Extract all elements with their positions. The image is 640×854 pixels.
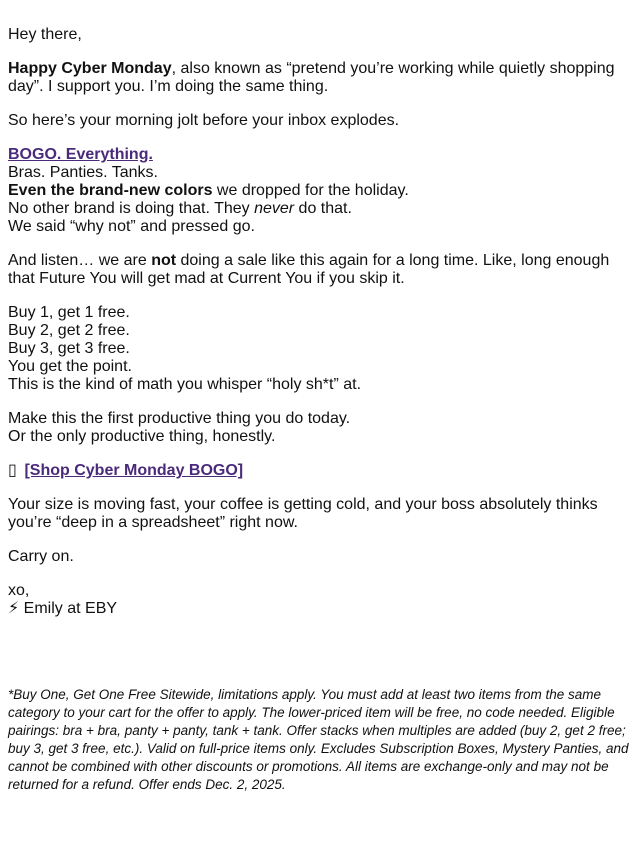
listen-post: doing a sale like this again for a long time. Like, long enough that Future You will get mad at Current You if you skip it. [8, 252, 610, 287]
new-colors-text: we dropped for the holiday. [212, 182, 409, 199]
no-other-brand-post: do that. [294, 200, 352, 217]
math-line-1: Buy 1, get 1 free. [8, 304, 130, 321]
greeting: Hey there, [8, 26, 82, 43]
carry-on-paragraph: Carry on. [8, 548, 74, 565]
math-line-2: Buy 2, get 2 free. [8, 322, 130, 339]
not-bold: not [151, 252, 177, 269]
bogo-everything-link[interactable]: BOGO. Everything. [8, 146, 153, 163]
intro-bold: Happy Cyber Monday [8, 60, 172, 77]
math-line-3: Buy 3, get 3 free. [8, 340, 130, 357]
signoff-name: ⚡ Emily at EBY [8, 600, 118, 617]
math-line-4: You get the point. [8, 358, 132, 375]
product-list: Bras. Panties. Tanks. [8, 164, 158, 181]
bogo-paragraph [8, 146, 632, 236]
signoff [8, 582, 632, 618]
intro-text: , also known as “pretend you’re working while quietly shopping day”. I support you. I’m doing the same thing. [8, 60, 615, 95]
jolt-paragraph: So here’s your morning jolt before your inbox explodes. [8, 112, 400, 129]
math-line-5: This is the kind of math you whisper “holy sh*t” at. [8, 376, 362, 393]
productive-line-2: Or the only productive thing, honestly. [8, 428, 276, 445]
productive-line-1: Make this the first productive thing you do today. [8, 410, 351, 427]
signoff-xo: xo, [8, 582, 30, 599]
never-emphasis: never [254, 200, 295, 217]
disclaimer: *Buy One, Get One Free Sitewide, limitations apply. You must add at least two items from the same category to your cart for the offer to apply. The lower-priced item will be free, no code needed. Eligible pairings: bra + bra, panty + panty, tank + tank. Offer stacks when multiples are added (buy 2, get 2 free; buy 3, get 3 free, etc.). Valid on full-price items only. Excludes Subscription Boxes, Mystery Panties, and cannot be combined with other discounts or promotions. All items are exchange-only and may not be returned for a refund. Offer ends Dec. 2, 2025. [8, 687, 629, 792]
cta-paragraph [8, 462, 632, 480]
productive-paragraph [8, 410, 632, 446]
intro-paragraph [8, 60, 632, 96]
spacer [8, 634, 632, 686]
missing-glyph-icon: ▯ [8, 462, 17, 479]
no-other-brand-pre: No other brand is doing that. They [8, 200, 255, 217]
urgency-paragraph: Your size is moving fast, your coffee is getting cold, and your boss absolutely thinks you’re “deep in a spreadsheet” right now. [8, 496, 598, 531]
listen-paragraph [8, 252, 632, 288]
listen-pre: And listen… we are [8, 252, 152, 269]
math-paragraph [8, 304, 632, 394]
why-not-line: We said “why not” and pressed go. [8, 218, 255, 235]
shop-cyber-monday-link[interactable]: [Shop Cyber Monday BOGO] [24, 462, 244, 479]
new-colors-bold: Even the brand-new colors [8, 182, 213, 199]
